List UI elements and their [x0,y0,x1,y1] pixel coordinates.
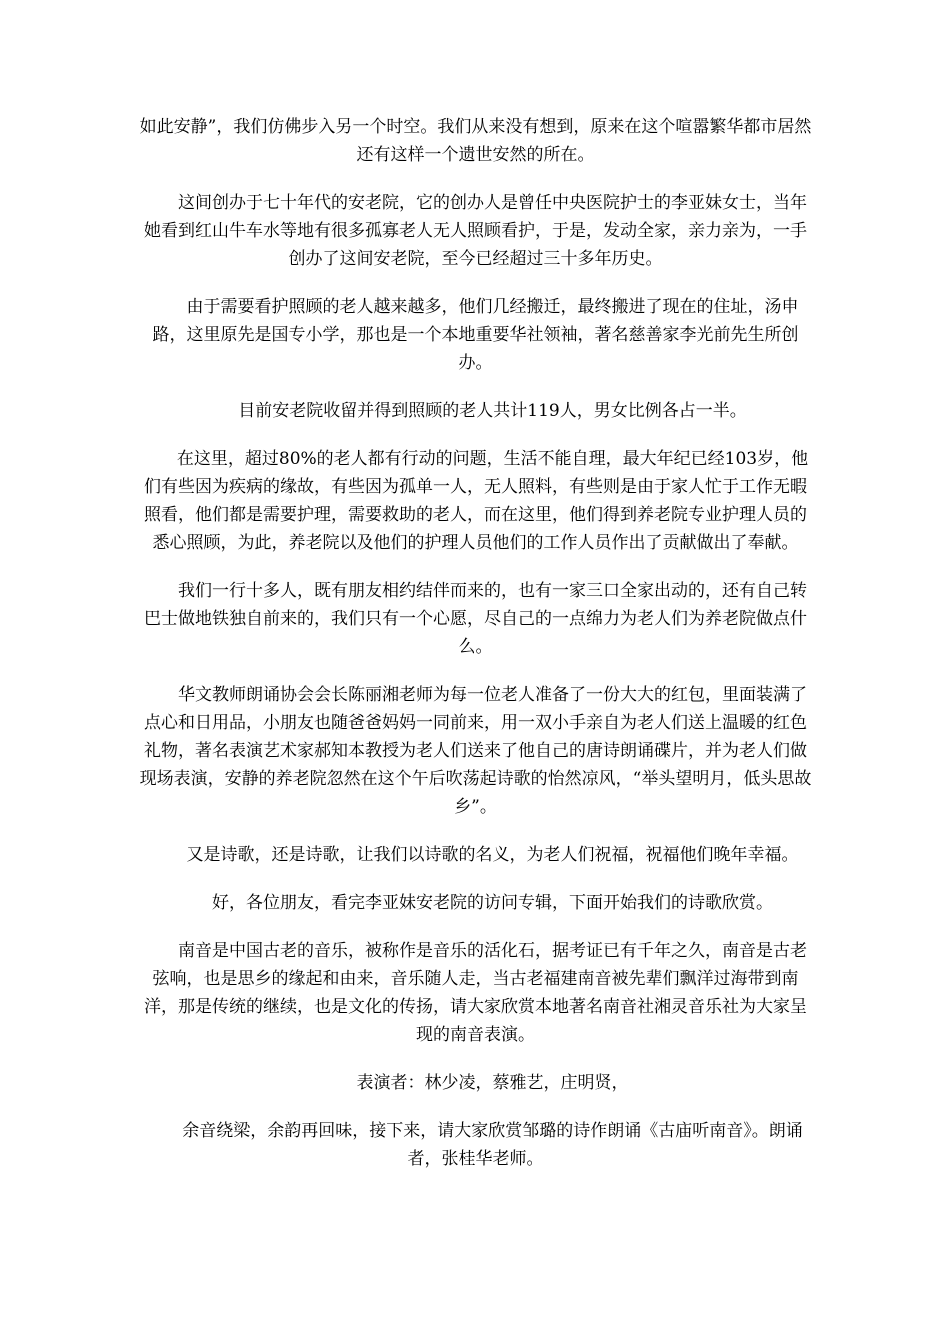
paragraph-10: 南音是中国古老的音乐，被称作是音乐的活化石，据考证已有千年之久，南音是古老弦响，也是思乡的缘起和由来，音乐随人走，当古老福建南音被先辈们飘洋过海带到南洋，那是传统的继续，也是文化的传扬，请大家欣赏本地著名南音社湘灵音乐社为大家呈现的南音表演。 [144,941,807,1045]
document-page [138,113,813,1193]
paragraph-3: 由于需要看护照顾的老人越来越多，他们几经搬迁，最终搬进了现在的住址，汤申路，这里原先是国专小学，那也是一个本地重要华社领袖，著名慈善家李光前先生所创办。 [152,297,799,373]
paragraph-9: 好，各位朋友，看完李亚妹安老院的访问专辑，下面开始我们的诗歌欣赏。 [212,893,773,913]
paragraph-6: 我们一行十多人，既有朋友相约结伴而来的，也有一家三口全家出动的，还有自己转巴士做地铁独自前来的，我们只有一个心愿，尽自己的一点绵力为老人们为养老院做点什么。 [144,581,807,657]
paragraph-11: 表演者：林少凌，蔡雅艺，庄明贤， [356,1073,629,1093]
paragraph-2: 这间创办于七十年代的安老院，它的创办人是曾任中央医院护士的李亚妹女士，当年她看到红山牛车水等地有很多孤寡老人无人照顾看护，于是，发动全家，亲力亲为，一手创办了这间安老院，至今已经超过三十多年历史。 [144,193,807,269]
paragraph-5: 在这里，超过80%的老人都有行动的问题，生活不能自理，最大年纪已经103岁，他们有些因为疾病的缘故，有些因为孤单一人，无人照料，有些则是由于家人忙于工作无暇照看，他们都是需要护理，需要救助的老人，而在这里，他们得到养老院专业护理人员的悉心照顾，为此，养老院以及他们的护理人员他们的工作人员作出了贡献做出了奉献。 [144,449,809,553]
paragraph-8: 又是诗歌，还是诗歌，让我们以诗歌的名义，为老人们祝福，祝福他们晚年幸福。 [186,845,799,865]
paragraph-1: 如此安静”，我们仿佛步入另一个时空。我们从来没有想到，原来在这个喧嚣繁华都市居然还有这样一个遗世安然的所在。 [139,117,812,165]
paragraph-12: 余音绕梁，余韵再回味，接下来，请大家欣赏邹璐的诗作朗诵《古庙听南音》。朗诵者，张桂华老师。 [182,1121,803,1169]
paragraph-4: 目前安老院收留并得到照顾的老人共计119人，男女比例各占一半。 [238,401,747,421]
paragraph-7: 华文教师朗诵协会会长陈丽湘老师为每一位老人准备了一份大大的红包，里面装满了点心和日用品，小朋友也随爸爸妈妈一同前来，用一双小手亲自为老人们送上温暖的红色礼物，著名表演艺术家郝知本教授为老人们送来了他自己的唐诗朗诵碟片，并为老人们做现场表演，安静的养老院忽然在这个午后吹荡起诗歌的怡然凉风，“举头望明月，低头思故乡”。 [139,685,812,817]
